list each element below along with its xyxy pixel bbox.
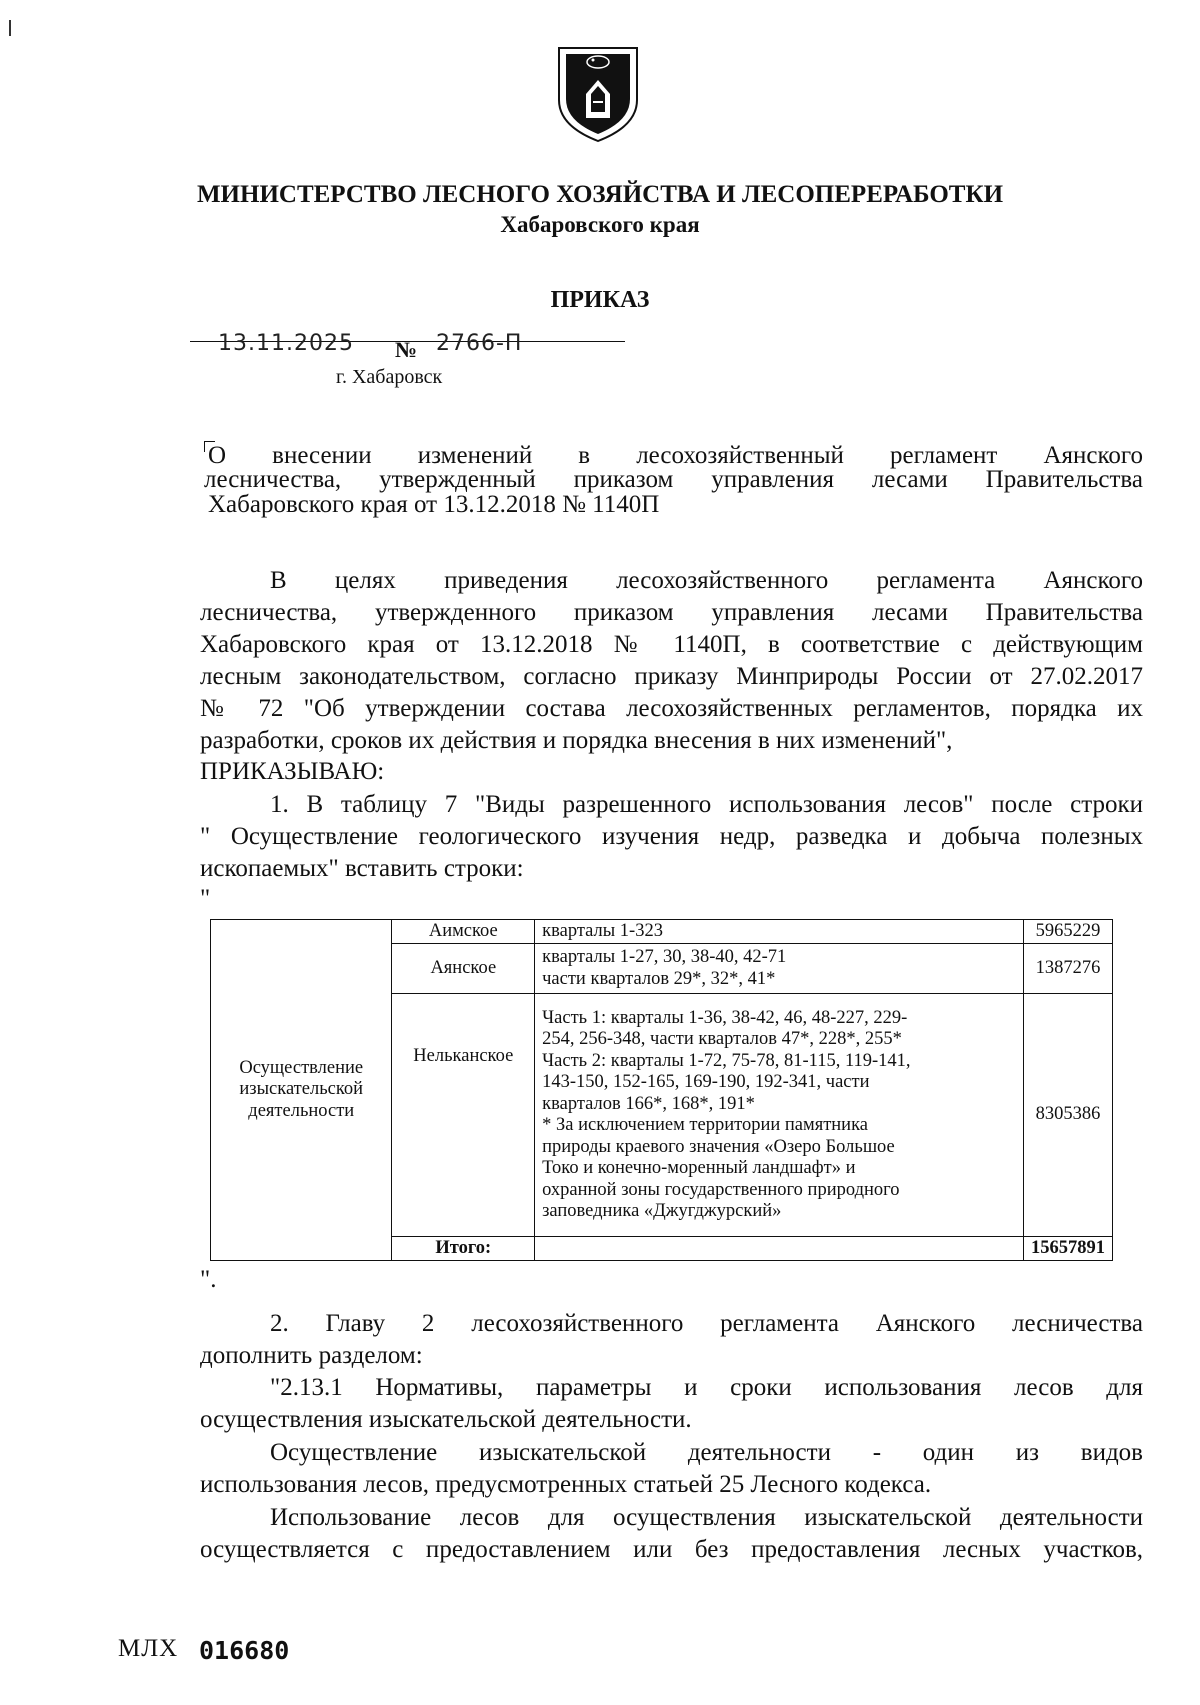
subject-line-3: Хабаровского края от 13.12.2018 № 1140П bbox=[208, 491, 660, 518]
forest-use-table bbox=[210, 919, 1113, 1261]
quarters-cell: кварталы 1-323 bbox=[535, 920, 1024, 944]
form-series: МЛХ bbox=[118, 1635, 179, 1662]
activity-cell: Осуществление изыскательской деятельности bbox=[211, 920, 392, 1261]
preamble-line-5: № 72 "Об утверждении состава лесохозяйственных регламентов, порядка их bbox=[200, 695, 1143, 722]
subject-line-2: лесничества, утвержденный приказом управления лесами Правительства bbox=[204, 466, 1143, 493]
table-row bbox=[211, 920, 1113, 944]
order-word: ПРИКАЗЫВАЮ: bbox=[200, 758, 385, 785]
total-label-cell: Итого: bbox=[392, 1237, 535, 1261]
region-name: Хабаровского края bbox=[500, 212, 700, 237]
preamble-line-4: лесным законодательством, согласно приказу Минприроды России от 27.02.2017 bbox=[200, 663, 1143, 690]
area-cell: 5965229 bbox=[1023, 920, 1112, 944]
order-date: 13.11.2025 bbox=[218, 331, 354, 356]
scan-mark bbox=[9, 20, 11, 36]
para-b-line-1: Использование лесов для осуществления изыскательской деятельности bbox=[270, 1504, 1143, 1531]
city: г. Хабаровск bbox=[336, 366, 443, 388]
item2-line-2: дополнить разделом: bbox=[200, 1342, 423, 1369]
preamble-line-6: разработки, сроков их действия и порядка внесения в них изменений", bbox=[200, 727, 953, 754]
quote-open: " bbox=[200, 885, 211, 912]
district-cell: Аянское bbox=[392, 944, 535, 994]
para-a-line-1: Осуществление изыскательской деятельности - один из видов bbox=[270, 1439, 1143, 1466]
preamble-line-3: Хабаровского края от 13.12.2018 № 1140П, в соответствие с действующим bbox=[200, 631, 1143, 658]
section-title-line-1: "2.13.1 Нормативы, параметры и сроки использования лесов для bbox=[270, 1374, 1143, 1401]
order-number: 2766-П bbox=[436, 331, 523, 356]
ministry-name: МИНИСТЕРСТВО ЛЕСНОГО ХОЗЯЙСТВА И ЛЕСОПЕРЕРАБОТКИ bbox=[196, 181, 1004, 208]
area-cell: 1387276 bbox=[1023, 944, 1112, 994]
area-cell: 8305386 bbox=[1023, 994, 1112, 1237]
subject-line-1: О внесении изменений в лесохозяйственный регламент Аянского bbox=[208, 442, 1143, 469]
quarters-cell: кварталы 1-27, 30, 38-40, 42-71 части кварталов 29*, 32*, 41* bbox=[535, 944, 1024, 994]
district-cell: Нельканское bbox=[392, 994, 535, 1237]
form-number: 016680 bbox=[199, 1636, 290, 1665]
item1-line-1: 1. В таблицу 7 "Виды разрешенного использования лесов" после строки bbox=[270, 791, 1143, 818]
quarters-cell: Часть 1: кварталы 1-36, 38-42, 46, 48-227, 229- 254, 256-348, части кварталов 47*, 228*, 255* Часть 2: кварталы 1-72, 75-78, 81-115, 119-141, 143-150, 152-165, 169-190, 192-341, части кварталов 166*, 168*, 191* * За исключением территории памятника природы краевого значения «Озеро Большое Токо и конечно-моренный ландшафт» и охранной зоны государственного природного заповедника «Джугджурский» bbox=[535, 994, 1024, 1237]
empty-cell bbox=[535, 1237, 1024, 1261]
preamble-line-2: лесничества, утвержденного приказом управления лесами Правительства bbox=[200, 599, 1143, 626]
preamble-line-1: В целях приведения лесохозяйственного регламента Аянского bbox=[270, 567, 1143, 594]
item1-line-2: " Осуществление геологического изучения недр, разведка и добыча полезных bbox=[200, 823, 1143, 850]
district-cell: Аимское bbox=[392, 920, 535, 944]
section-title-line-2: осуществления изыскательской деятельности. bbox=[200, 1406, 692, 1433]
para-b-line-2: осуществляется с предоставлением или без предоставления лесных участков, bbox=[200, 1536, 1143, 1563]
quote-close: ". bbox=[200, 1266, 217, 1293]
number-label: № bbox=[395, 337, 418, 362]
total-value-cell: 15657891 bbox=[1023, 1237, 1112, 1261]
document-type: ПРИКАЗ bbox=[550, 287, 650, 313]
coat-of-arms-icon bbox=[553, 44, 643, 144]
para-a-line-2: использования лесов, предусмотренных статьей 25 Лесного кодекса. bbox=[200, 1471, 932, 1498]
item2-line-1: 2. Главу 2 лесохозяйственного регламента Аянского лесничества bbox=[270, 1310, 1143, 1337]
item1-line-3: ископаемых" вставить строки: bbox=[200, 855, 524, 882]
